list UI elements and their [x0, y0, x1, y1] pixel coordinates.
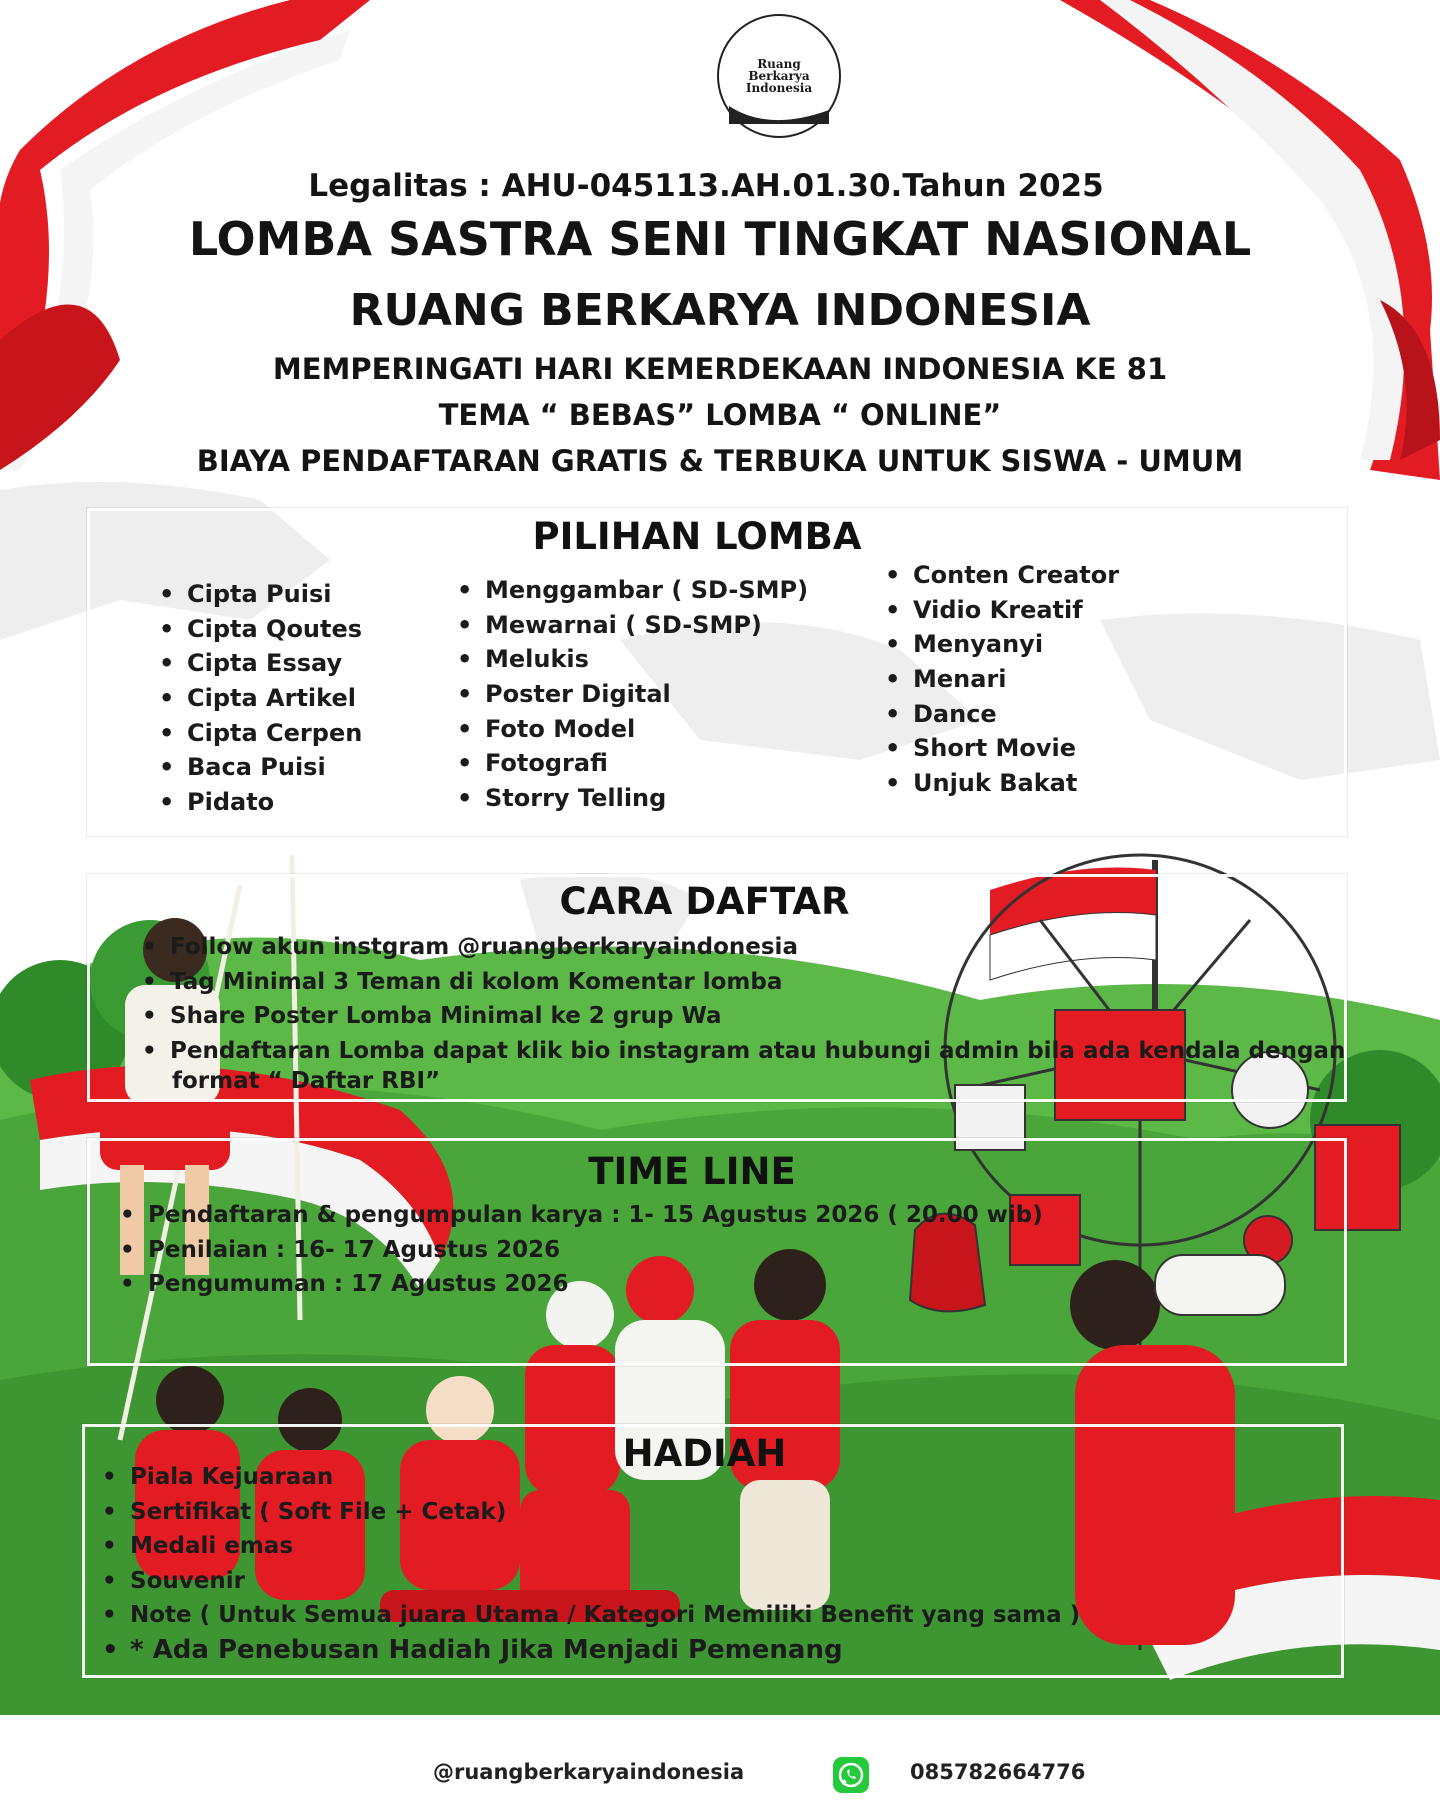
list-item: • Sertifikat ( Soft File + Cetak) — [100, 1495, 1080, 1530]
hadiah-title: HADIAH — [622, 1432, 787, 1475]
logo-line-2: Berkarya — [748, 69, 810, 83]
timeline-list — [118, 1198, 1043, 1302]
whatsapp-icon — [833, 1757, 869, 1793]
pilihan-col-3 — [883, 558, 1119, 801]
list-item: • Cipta Qoutes — [157, 612, 362, 647]
list-item: • Cipta Puisi — [157, 577, 362, 612]
list-item: • Note ( Untuk Semua juara Utama / Kategori Memiliki Benefit yang sama ) — [100, 1598, 1080, 1633]
list-item: • Penilaian : 16- 17 Agustus 2026 — [118, 1233, 1043, 1268]
list-item: • Cipta Cerpen — [157, 716, 362, 751]
fee-line: BIAYA PENDAFTARAN GRATIS & TERBUKA UNTUK SISWA - UMUM — [196, 444, 1244, 478]
footer-phone: 085782664776 — [910, 1760, 1086, 1784]
list-item: • Share Poster Lomba Minimal ke 2 grup Wa — [140, 999, 1345, 1034]
list-item: • Piala Kejuaraan — [100, 1460, 1080, 1495]
pilihan-col-1 — [157, 577, 362, 820]
footer-instagram: @ruangberkaryaindonesia — [433, 1760, 745, 1784]
list-item: • Short Movie — [883, 731, 1119, 766]
list-item: • Mewarnai ( SD-SMP) — [455, 608, 808, 643]
cara-item-4-continuation: format “ Daftar RBI” — [172, 1068, 441, 1094]
list-item: • Pidato — [157, 785, 362, 820]
list-item: • Foto Model — [455, 712, 808, 747]
list-item: • Pendaftaran & pengumpulan karya : 1- 15 Agustus 2026 ( 20.00 wib) — [118, 1198, 1043, 1233]
list-item: • Baca Puisi — [157, 750, 362, 785]
list-item: • Pengumuman : 17 Agustus 2026 — [118, 1267, 1043, 1302]
list-item: • * Ada Penebusan Hadiah Jika Menjadi Pemenang — [100, 1633, 1080, 1668]
list-item: • Follow akun instgram @ruangberkaryaindonesia — [140, 930, 1345, 965]
organizer-name: RUANG BERKARYA INDONESIA — [349, 285, 1091, 336]
list-item: • Cipta Artikel — [157, 681, 362, 716]
logo-line-3: Indonesia — [745, 81, 813, 95]
cara-daftar-title: CARA DAFTAR — [559, 880, 850, 923]
list-item: • Vidio Kreatif — [883, 593, 1119, 628]
list-item: • Menyanyi — [883, 627, 1119, 662]
list-item: • Pendaftaran Lomba dapat klik bio instagram atau hubungi admin bila ada kendala dengan — [140, 1034, 1345, 1069]
list-item: • Unjuk Bakat — [883, 766, 1119, 801]
list-item: • Souvenir — [100, 1564, 1080, 1599]
timeline-title: TIME LINE — [588, 1150, 796, 1193]
list-item: • Menari — [883, 662, 1119, 697]
list-item: • Cipta Essay — [157, 646, 362, 681]
list-item: • Poster Digital — [455, 677, 808, 712]
list-item: • Fotografi — [455, 746, 808, 781]
list-item: • Storry Telling — [455, 781, 808, 816]
list-item: • Medali emas — [100, 1529, 1080, 1564]
footer-band — [0, 1715, 1440, 1800]
pilihan-col-2 — [455, 573, 808, 816]
logo-line-1: Ruang — [757, 57, 801, 71]
cara-daftar-list — [140, 930, 1345, 1068]
legalitas: Legalitas : AHU-045113.AH.01.30.Tahun 2025 — [308, 168, 1104, 204]
list-item: • Dance — [883, 697, 1119, 732]
logo-wave-icon — [729, 102, 829, 124]
list-item: • Melukis — [455, 642, 808, 677]
list-item: • Menggambar ( SD-SMP) — [455, 573, 808, 608]
pilihan-lomba-title: PILIHAN LOMBA — [532, 515, 862, 558]
occasion-line: MEMPERINGATI HARI KEMERDEKAAN INDONESIA KE 81 — [272, 352, 1168, 386]
hadiah-list — [100, 1460, 1080, 1667]
list-item: • Tag Minimal 3 Teman di kolom Komentar lomba — [140, 965, 1345, 1000]
list-item: • Conten Creator — [883, 558, 1119, 593]
theme-line: TEMA “ BEBAS” LOMBA “ ONLINE” — [438, 398, 1002, 432]
logo — [717, 14, 841, 138]
main-title: LOMBA SASTRA SENI TINGKAT NASIONAL — [188, 212, 1252, 266]
